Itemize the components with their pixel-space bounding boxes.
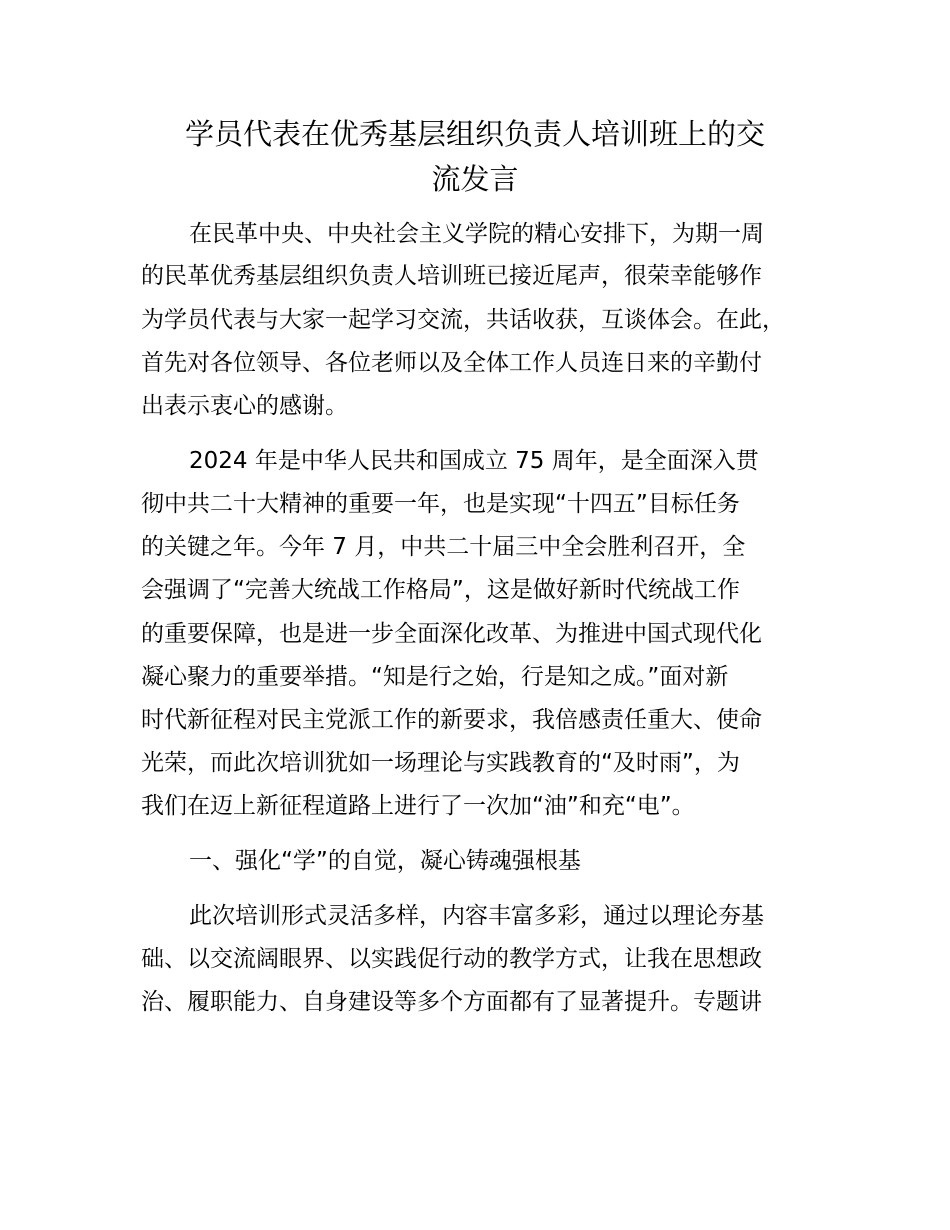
paragraph-line: 我们在迈上新征程道路上进行了一次加“油”和充“电”。 xyxy=(141,793,695,819)
paragraph-line: 凝心聚力的重要举措。“知是行之始，行是知之成。”面对新 xyxy=(141,664,729,690)
paragraph-line: 时代新征程对民主党派工作的新要求，我倍感责任重大、使命 xyxy=(141,707,762,733)
paragraph-line: 首先对各位领导、各位老师以及全体工作人员连日来的辛勤付 xyxy=(141,350,762,376)
paragraph-line: 治、履职能力、自身建设等多个方面都有了显著提升。专题讲 xyxy=(141,989,762,1015)
paragraph-line: 础、以交流阔眼界、以实践促行动的教学方式，让我在思想政 xyxy=(141,946,762,972)
paragraph-line: 此次培训形式灵活多样，内容丰富多彩，通过以理论夯基 xyxy=(189,903,764,929)
paragraph-line: 会强调了“完善大统战工作格局”，这是做好新时代统战工作 xyxy=(141,577,740,603)
section-heading-1: 一、强化“学”的自觉，凝心铸魂强根基 xyxy=(189,848,581,874)
paragraph-line: 2024 年是中华人民共和国成立 75 周年，是全面深入贯 xyxy=(189,448,759,474)
document-title-line-2: 流发言 xyxy=(431,162,519,196)
paragraph-line: 彻中共二十大精神的重要一年，也是实现“十四五”目标任务 xyxy=(141,491,740,517)
paragraph-line: 出表示衷心的感谢。 xyxy=(141,393,348,419)
paragraph-line: 为学员代表与大家一起学习交流，共话收获，互谈体会。在此， xyxy=(141,307,785,333)
paragraph-line: 在民革中央、中央社会主义学院的精心安排下，为期一周 xyxy=(189,221,764,247)
paragraph-line: 的重要保障，也是进一步全面深化改革、为推进中国式现代化 xyxy=(141,621,762,647)
paragraph-line: 的民革优秀基层组织负责人培训班已接近尾声，很荣幸能够作 xyxy=(141,263,762,289)
document-title-line-1: 学员代表在优秀基层组织负责人培训班上的交 xyxy=(184,117,765,151)
paragraph-line: 光荣，而此次培训犹如一场理论与实践教育的“及时雨”，为 xyxy=(141,750,740,776)
paragraph-line: 的关键之年。今年 7 月，中共二十届三中全会胜利召开，全 xyxy=(141,534,746,560)
